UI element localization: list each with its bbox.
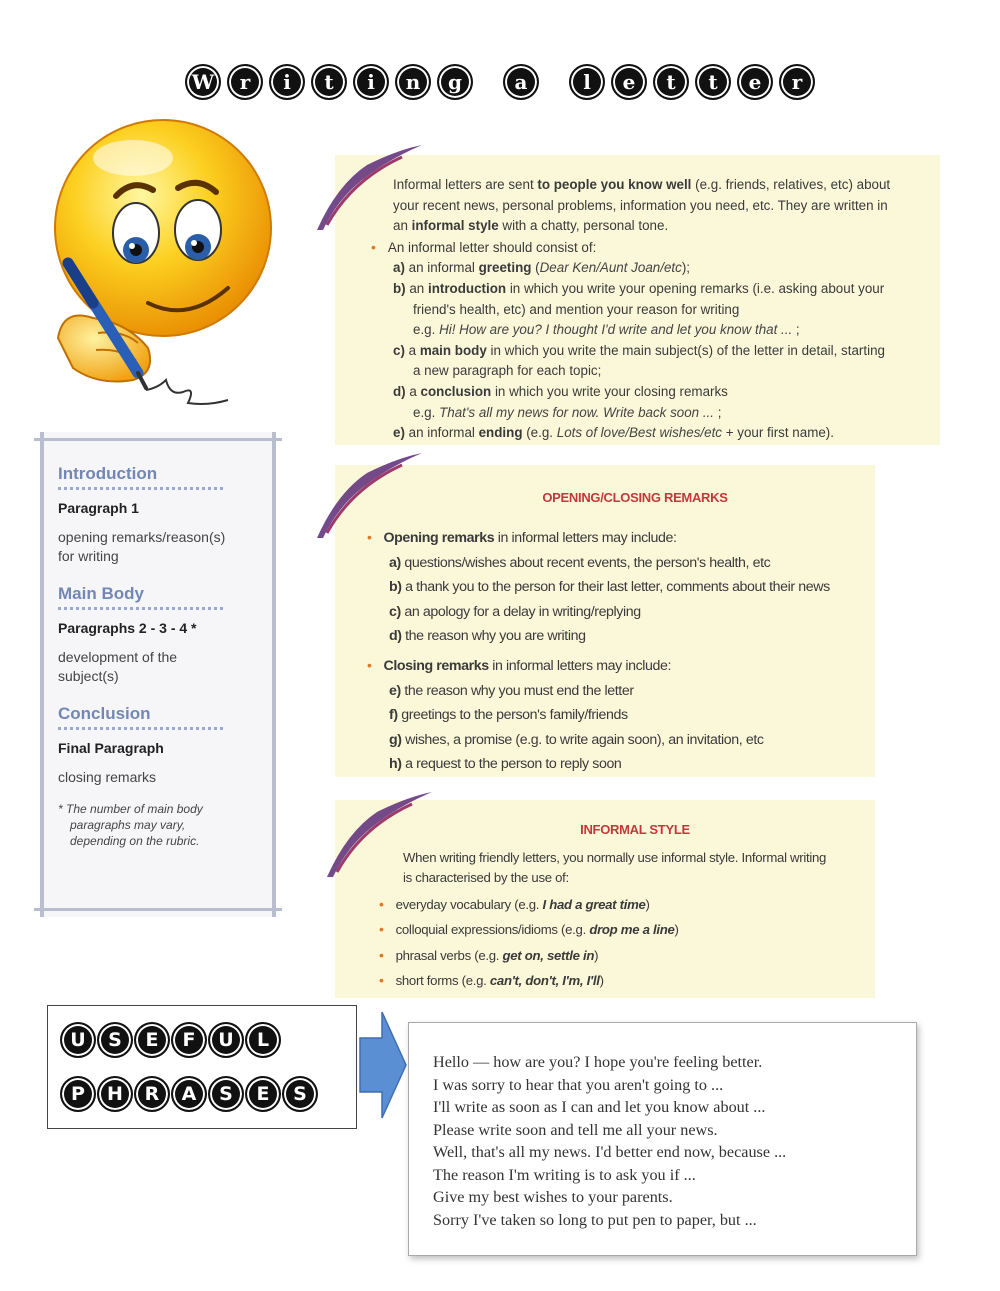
phrase-line: I'll write as soon as I can and let you know about ...	[433, 1098, 766, 1116]
writing-smiley-icon	[38, 118, 288, 418]
useful-phrases-letter: U	[60, 1022, 96, 1058]
introduction-paragraph-label: Paragraph 1	[58, 500, 139, 516]
consist-text: An informal letter should consist of:	[387, 239, 597, 255]
item-text: an informal	[404, 425, 479, 441]
item-example: Dear Ken/Aunt Joan/etc	[539, 260, 682, 276]
main-body-heading: Main Body	[58, 584, 223, 610]
useful-phrases-letter: F	[171, 1022, 207, 1058]
style-item	[379, 968, 859, 993]
informal-style-heading: INFORMAL STYLE	[580, 822, 690, 837]
style-item	[379, 892, 859, 917]
useful-phrases-letter: P	[60, 1076, 96, 1112]
sidebar-note: paragraphs may vary,	[70, 818, 186, 832]
phrase-line: Give my best wishes to your parents.	[433, 1188, 673, 1206]
intro-bold: to people you know well	[537, 177, 692, 192]
style-item-example: get on, settle in	[502, 947, 595, 963]
item-text: (e.g.	[522, 425, 557, 441]
item-text: a	[404, 342, 420, 358]
informal-style-panel	[335, 800, 875, 998]
style-item-text: phrasal verbs (e.g.	[395, 947, 503, 963]
remark-item-text: the reason why you must end the letter	[400, 682, 634, 699]
phrase-line: The reason I'm writing is to ask you if ...	[433, 1165, 696, 1184]
remark-item-text: a request to the person to reply soon	[401, 756, 622, 773]
item-text: an informal	[404, 260, 479, 276]
phrases-box	[408, 1022, 917, 1256]
main-body-description: subject(s)	[58, 668, 119, 684]
phrase-line: Well, that's all my news. I'd better end now, because ...	[433, 1143, 787, 1161]
remark-item	[389, 679, 867, 704]
remark-item	[389, 600, 867, 625]
item-text: in which you write the main subject(s) of the letter in detail, starting	[486, 342, 885, 358]
remark-item-label: b)	[389, 579, 402, 596]
style-item-text: short forms (e.g.	[395, 972, 490, 988]
item-example: Hi! How are you? I thought I'd write and let you know that ...	[439, 322, 793, 338]
item-label: e)	[393, 425, 405, 441]
bullet-icon: •	[379, 921, 384, 938]
remark-item	[389, 728, 867, 753]
informal-style-intro: When writing friendly letters, you normally use informal style. Informal writing	[403, 850, 827, 865]
item-text: in which you write your closing remarks	[491, 383, 728, 399]
useful-phrases-letter: S	[208, 1076, 244, 1112]
phrase-line: Sorry I've taken so long to put pen to paper, but ...	[433, 1210, 757, 1229]
opening-remarks-bold: Opening remarks	[383, 530, 495, 546]
remark-item-label: h)	[389, 756, 402, 773]
item-bold: ending	[478, 425, 523, 441]
item-text: e.g.	[413, 322, 440, 338]
item-label: b)	[393, 280, 406, 296]
bullet-icon: •	[367, 656, 372, 673]
title-letter: e	[737, 64, 773, 100]
style-item-example: I had a great time	[542, 897, 646, 912]
useful-phrases-letter: E	[134, 1022, 170, 1058]
phrase-line: I was sorry to hear that you aren't going to ...	[433, 1075, 724, 1094]
title-letter: r	[779, 64, 815, 100]
title-letter: t	[311, 64, 347, 100]
remark-item-label: e)	[389, 682, 401, 699]
sidebar-note: * The number of main body	[58, 802, 203, 816]
item-text: an	[405, 280, 428, 296]
remark-item-text: questions/wishes about recent events, the person's health, etc	[400, 554, 771, 571]
useful-phrases-letter: U	[208, 1022, 244, 1058]
title-letter: l	[569, 64, 605, 100]
style-item	[379, 917, 859, 942]
style-item-text: colloquial expressions/idioms (e.g.	[395, 922, 590, 938]
introduction-description: for writing	[58, 548, 119, 564]
intro-text: your recent news, personal problems, information you need, etc. They are written in	[393, 197, 888, 213]
bullet-icon: •	[379, 946, 384, 963]
item-example: That's all my news for now. Write back soon ...	[439, 404, 714, 420]
style-item-text: )	[674, 922, 679, 938]
informal-style-intro: is characterised by the use of:	[403, 869, 569, 885]
closing-remarks-text: in informal letters may include:	[488, 657, 672, 674]
sidebar-note: depending on the rubric.	[70, 834, 200, 848]
useful-phrases-letter: A	[171, 1076, 207, 1112]
style-item	[379, 943, 859, 968]
intro-bold: informal style	[411, 218, 499, 234]
remark-item-label: d)	[389, 628, 402, 645]
remark-item-label: f)	[389, 707, 398, 724]
remark-item	[389, 752, 867, 777]
title-letter: g	[437, 64, 473, 100]
item-text: ;	[714, 404, 722, 420]
remarks-panel	[335, 465, 875, 777]
item-label: c)	[393, 342, 405, 358]
introduction-heading: Introduction	[58, 464, 223, 490]
title-letter: i	[269, 64, 305, 100]
useful-phrases-letter: E	[245, 1076, 281, 1112]
style-item-text: )	[645, 897, 650, 912]
introduction-description: opening remarks/reason(s)	[58, 529, 226, 545]
style-item-text: )	[599, 972, 604, 988]
remark-item	[389, 624, 867, 649]
item-text: e.g.	[413, 404, 440, 420]
bullet-icon: •	[367, 529, 372, 545]
remark-item-text: greetings to the person's family/friends	[397, 707, 628, 724]
bullet-icon: •	[379, 971, 384, 988]
informal-letter-panel	[335, 155, 940, 445]
bullet-icon: •	[379, 896, 384, 912]
useful-phrases-letter: H	[97, 1076, 133, 1112]
intro-text: (e.g. friends, relatives, etc) about	[691, 177, 891, 192]
page-title	[0, 64, 1000, 100]
item-text: a new paragraph for each topic;	[413, 363, 602, 379]
item-example: Lots of love/Best wishes/etc	[556, 425, 722, 441]
intro-text: an	[393, 218, 412, 234]
item-text: in which you write your opening remarks (i.e. asking about your	[506, 280, 885, 296]
item-text: friend's health, etc) and mention your reason for writing	[413, 301, 740, 317]
item-text: + your first name).	[721, 425, 834, 441]
useful-phrases-label	[47, 1005, 357, 1129]
title-letter: t	[695, 64, 731, 100]
intro-text: Informal letters are sent	[393, 177, 538, 192]
title-letter: i	[353, 64, 389, 100]
title-letter: n	[395, 64, 431, 100]
title-letter: t	[653, 64, 689, 100]
useful-phrases-letter: L	[245, 1022, 281, 1058]
useful-phrases-letter: R	[134, 1076, 170, 1112]
remark-item-text: the reason why you are writing	[401, 628, 586, 645]
conclusion-heading: Conclusion	[58, 704, 223, 730]
remark-item-label: a)	[389, 554, 401, 571]
remark-item-text: an apology for a delay in writing/replying	[400, 603, 641, 620]
closing-remarks-bold: Closing remarks	[383, 657, 489, 674]
item-bold: greeting	[478, 260, 532, 276]
item-bold: main body	[419, 342, 487, 358]
style-item-example: drop me a line	[589, 922, 675, 938]
style-item-text: )	[594, 947, 599, 963]
item-label: a)	[393, 260, 405, 276]
main-body-description: development of the	[58, 649, 178, 665]
item-text: a	[405, 383, 421, 399]
remarks-heading: OPENING/CLOSING REMARKS	[542, 490, 728, 505]
remark-item	[389, 551, 867, 576]
phrase-line: Hello — how are you? I hope you're feeling better.	[433, 1053, 763, 1071]
item-bold: introduction	[427, 280, 507, 296]
title-letter: r	[227, 64, 263, 100]
remark-item	[389, 703, 867, 728]
opening-remarks-text: in informal letters may include:	[494, 530, 677, 546]
item-text: );	[681, 260, 690, 276]
useful-phrases-letter: S	[97, 1022, 133, 1058]
remark-item-label: c)	[389, 603, 401, 620]
title-letter: W	[185, 64, 221, 100]
title-letter: e	[611, 64, 647, 100]
bullet-icon: •	[371, 238, 376, 255]
remark-item-text: wishes, a promise (e.g. to write again soon), an invitation, etc	[401, 731, 764, 748]
item-bold: conclusion	[420, 383, 492, 399]
phrase-line: Please write soon and tell me all your news.	[433, 1120, 718, 1139]
remark-item	[389, 575, 867, 600]
conclusion-description: closing remarks	[58, 769, 157, 785]
intro-text: with a chatty, personal tone.	[498, 218, 669, 234]
item-label: d)	[393, 383, 406, 399]
title-space	[479, 64, 497, 96]
item-text: (	[531, 260, 540, 276]
main-body-paragraph-label: Paragraphs 2 - 3 - 4 *	[58, 620, 197, 636]
style-item-example: can't, don't, I'm, I'll	[489, 972, 600, 988]
letter-structure-sidebar	[40, 432, 276, 917]
useful-phrases-letter: S	[282, 1076, 318, 1112]
item-text: ;	[792, 322, 800, 338]
arrow-right-icon	[358, 1010, 408, 1120]
title-letter: a	[503, 64, 539, 100]
style-item-text: everyday vocabulary (e.g.	[395, 897, 543, 912]
conclusion-paragraph-label: Final Paragraph	[58, 740, 164, 756]
title-space	[545, 64, 563, 96]
remark-item-label: g)	[389, 731, 402, 748]
remark-item-text: a thank you to the person for their last letter, comments about their news	[401, 579, 830, 596]
